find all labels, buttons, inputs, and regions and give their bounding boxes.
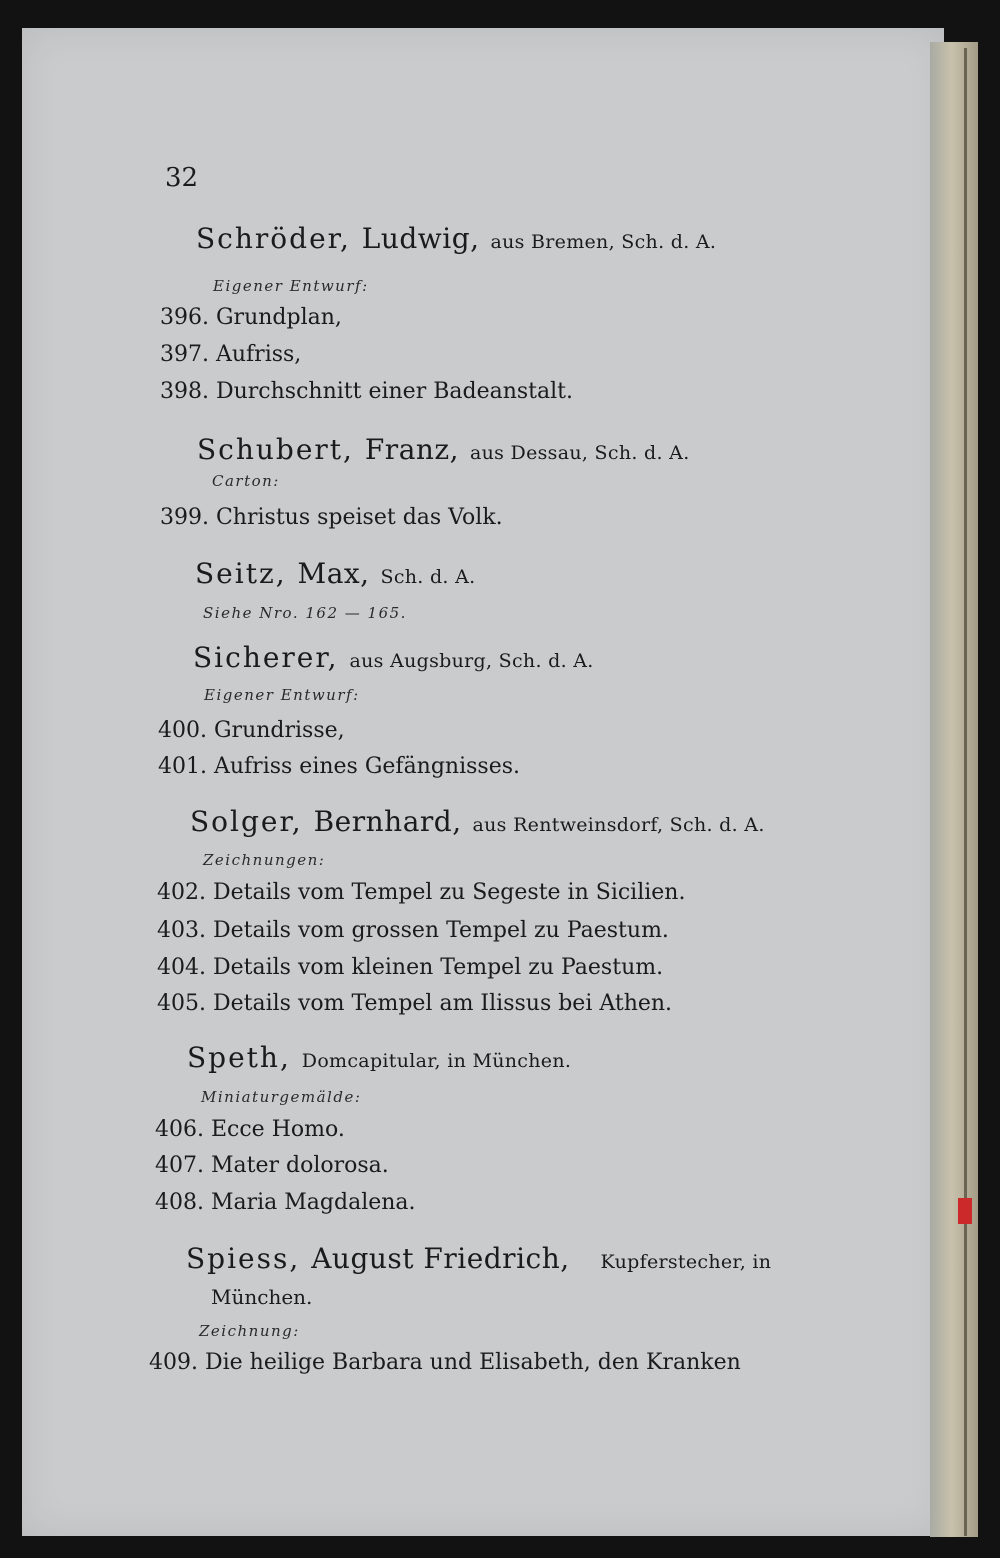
artist-location: aus Rentweinsdorf, Sch. d. A. bbox=[472, 814, 765, 836]
artist-location: Domcapitular, in München. bbox=[301, 1050, 572, 1072]
artist-heading bbox=[186, 1242, 771, 1275]
catalog-entry: 403. Details vom grossen Tempel zu Paestum. bbox=[157, 918, 669, 943]
artist-heading bbox=[187, 1041, 571, 1074]
catalog-entry: 405. Details vom Tempel am Ilissus bei Athen. bbox=[157, 991, 673, 1016]
artist-heading bbox=[190, 805, 765, 838]
artist-surname: Schröder, bbox=[196, 222, 351, 255]
work-category-label: Zeichnung: bbox=[199, 1322, 300, 1340]
artist-surname: Seitz, bbox=[195, 557, 287, 590]
catalog-entry: 400. Grundrisse, bbox=[158, 718, 345, 743]
artist-firstname: Max, bbox=[297, 557, 370, 590]
artist-firstname: Ludwig, bbox=[361, 222, 480, 255]
work-category-label: Miniaturgemälde: bbox=[201, 1088, 362, 1106]
catalog-entry: 398. Durchschnitt einer Badeanstalt. bbox=[160, 379, 573, 404]
catalog-entry: 408. Maria Magdalena. bbox=[155, 1190, 416, 1215]
work-category-label: Eigener Entwurf: bbox=[204, 686, 360, 704]
artist-heading bbox=[196, 222, 716, 255]
spine-edge bbox=[964, 48, 967, 1536]
catalog-entry: 401. Aufriss eines Gefängnisses. bbox=[158, 754, 521, 779]
artist-firstname: August Friedrich, bbox=[311, 1242, 570, 1275]
artist-location: aus Augsburg, Sch. d. A. bbox=[349, 650, 594, 672]
artist-surname: Solger, bbox=[190, 805, 303, 838]
artist-surname: Schubert, bbox=[197, 433, 354, 466]
artist-location: Sch. d. A. bbox=[380, 566, 476, 588]
page-number: 32 bbox=[165, 163, 199, 193]
catalog-entry: 409. Die heilige Barbara und Elisabeth, den Kranken bbox=[149, 1350, 741, 1375]
catalog-entry: 397. Aufriss, bbox=[160, 342, 302, 367]
work-category-label: Eigener Entwurf: bbox=[213, 277, 369, 295]
catalog-entry: 407. Mater dolorosa. bbox=[155, 1153, 389, 1178]
artist-firstname: Franz, bbox=[364, 433, 460, 466]
artist-location: Kupferstecher, in bbox=[600, 1251, 772, 1273]
cross-reference-note: Siehe Nro. 162 — 165. bbox=[203, 604, 407, 622]
red-bookmark-mark bbox=[958, 1198, 972, 1224]
artist-heading bbox=[197, 433, 690, 466]
book-spine bbox=[930, 42, 978, 1537]
catalog-entry: 402. Details vom Tempel zu Segeste in Sicilien. bbox=[157, 880, 686, 905]
artist-surname: Sicherer, bbox=[193, 641, 339, 674]
artist-location: aus Bremen, Sch. d. A. bbox=[490, 231, 717, 253]
catalog-entry: 399. Christus speiset das Volk. bbox=[160, 505, 503, 530]
artist-surname: Spiess, bbox=[186, 1242, 301, 1275]
artist-location-continuation: München. bbox=[211, 1285, 313, 1309]
catalog-entry: 406. Ecce Homo. bbox=[155, 1117, 345, 1142]
artist-location: aus Dessau, Sch. d. A. bbox=[469, 442, 690, 464]
catalog-entry: 404. Details vom kleinen Tempel zu Paestum. bbox=[157, 955, 664, 980]
artist-heading bbox=[195, 557, 475, 590]
artist-firstname: Bernhard, bbox=[313, 805, 462, 838]
artist-surname: Speth, bbox=[187, 1041, 291, 1074]
work-category-label: Zeichnungen: bbox=[203, 851, 326, 869]
catalog-entry: 396. Grundplan, bbox=[160, 305, 342, 330]
artist-heading bbox=[193, 641, 594, 674]
work-category-label: Carton: bbox=[212, 472, 280, 490]
